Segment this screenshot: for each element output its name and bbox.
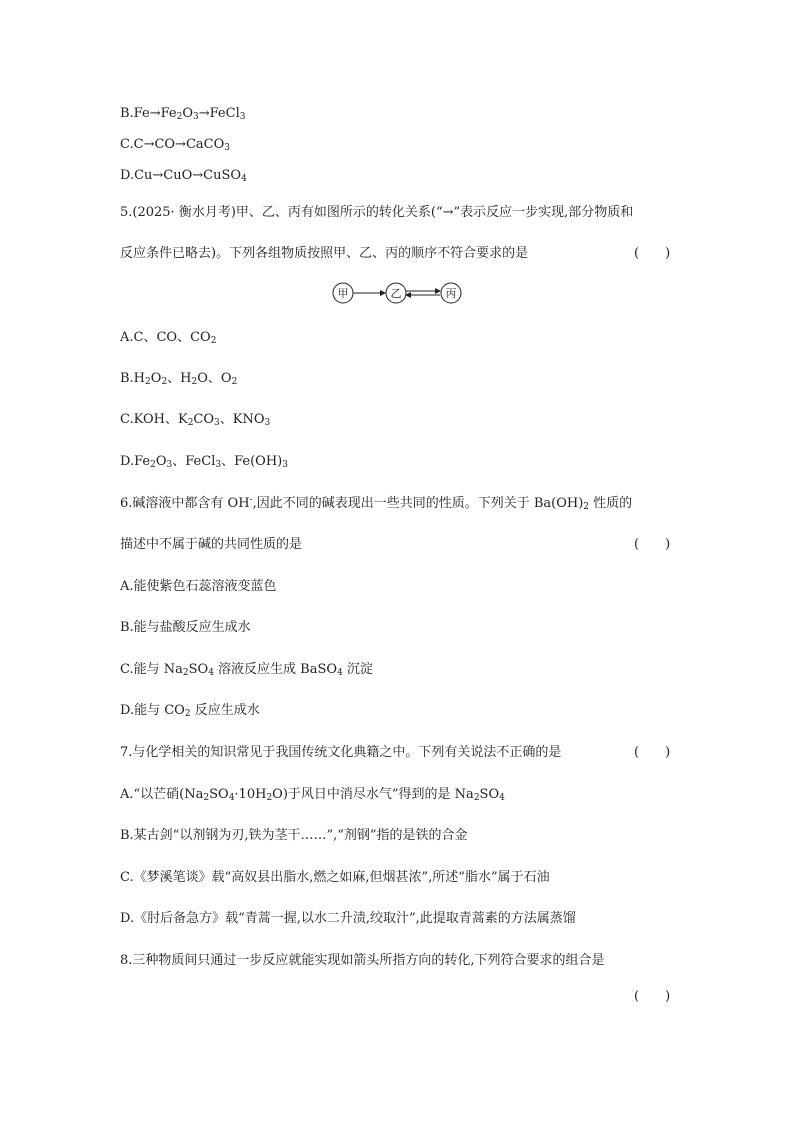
q5-option-c: C.KOH、$K_2CO_3$、$KNO_3$ [120, 412, 271, 428]
q6-option-a: A.能使紫色石蕊溶液变蓝色 [120, 579, 277, 594]
q6-answer-paren: ( ) [634, 537, 671, 552]
option-b-prev: $B.Fe\to Fe_2O_3\to FeCl_3$ [120, 106, 246, 122]
q5-conversion-diagram [328, 282, 468, 306]
q7-option-d: D.《肘后备急方》载“青蒿一握,以水二升渍,绞取汁”,此提取青蒿素的方法属蒸馏 [120, 911, 576, 926]
option-c-prev: C.C→CO→CaCO$_3$ [120, 137, 230, 153]
q5-option-b: $B.H_2O_2$、$H_2O$、$O_2$ [120, 371, 238, 387]
q5-option-a: A.C、CO、$CO_2$ [120, 330, 217, 346]
q5-option-d: $D.Fe_2O_3$、FeCl$_3$、$Fe(OH)_3$ [120, 454, 288, 470]
q7-option-a: A.“以芒硝$(Na_2SO_4\cdot 10H_2O)$于风日中消尽水气”得到的是 $Na_2SO_4$ [120, 787, 505, 803]
node-jia-label: 甲 [337, 287, 349, 300]
q6-option-c: C.能与 $Na_2SO_4$ 溶液反应生成 BaSO$_4$ 沉淀 [120, 662, 373, 678]
q8-stem: 8.三种物质间只通过一步反应就能实现如箭头所指方向的转化,下列符合要求的组合是 [120, 953, 605, 968]
q7-option-b: B.某古剑“以剂钢为刃,铁为茎干……”,“剂钢”指的是铁的合金 [120, 828, 468, 843]
q6-option-b: B.能与盐酸反应生成水 [120, 620, 251, 635]
q8-answer-paren: ( ) [634, 989, 671, 1004]
q5-answer-paren: ( ) [634, 246, 671, 261]
node-bing-label: 丙 [445, 287, 457, 300]
q5-stem-line2: 反应条件已略去)。下列各组物质按照甲、乙、丙的顺序不符合要求的是 [120, 246, 529, 261]
q6-stem-line1: 6.碱溶液中都含有 OH-,因此不同的碱表现出一些共同的性质。下列关于 $Ba(OH)_2$ 性质的 [120, 495, 633, 512]
option-d-prev: D.Cu→CuO→CuSO$_4$ [120, 168, 247, 184]
q5-stem-line1: 5.(2025· 衡水月考)甲、乙、丙有如图所示的转化关系(“→”表示反应一步实现,部分物质和 [120, 205, 634, 220]
q7-answer-paren: ( ) [634, 745, 671, 760]
q6-option-d: D.能与 $CO_2$ 反应生成水 [120, 703, 260, 719]
node-yi-label: 乙 [390, 287, 402, 300]
q6-stem-line2: 描述中不属于碱的共同性质的是 [120, 537, 303, 552]
q7-option-c: C.《梦溪笔谈》载“高奴县出脂水,燃之如麻,但烟甚浓”,所述“脂水”属于石油 [120, 870, 550, 885]
q7-stem: 7.与化学相关的知识常见于我国传统文化典籍之中。下列有关说法不正确的是 [120, 745, 562, 760]
